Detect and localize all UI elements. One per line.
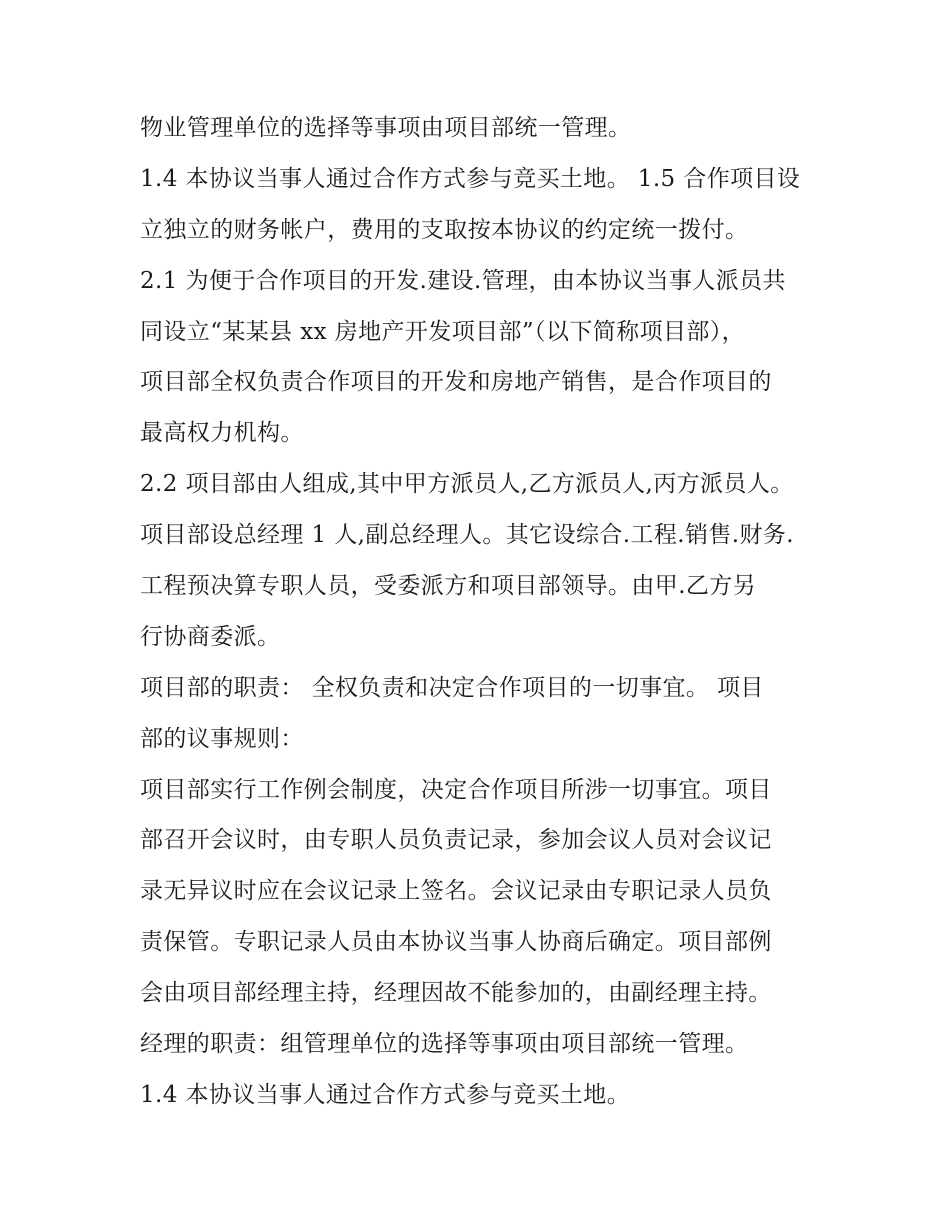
text-line: 项目部的职责： 全权负责和决定合作项目的一切事宜。 项目 [140,674,764,701]
text-line: 物业管理单位的选择等事项由项目部统一管理。 [140,115,632,141]
text-line: 责保管。专职记录人员由本协议当事人协商后确定。项目部例 [140,929,772,956]
text-line: 经理的职责：组管理单位的选择等事项由项目部统一管理。 [140,1031,749,1058]
text-line: 工程预决算专职人员，受委派方和项目部领导。由甲.乙方另 [140,573,757,600]
text-line: 2.1 为便于合作项目的开发.建设.管理，由本协议当事人派员共 [140,267,786,294]
text-line: 行协商委派。 [140,623,281,650]
text-line: 部召开会议时，由专职人员负责记录，参加会议人员对会议记 [140,827,772,854]
text-line: 会由项目部经理主持，经理因故不能参加的，由副经理主持。 [140,980,772,1007]
text-line: 1.4 本协议当事人通过合作方式参与竞买土地。 [140,1081,631,1108]
text-line: 最高权力机构。 [140,420,304,447]
document-body [140,106,820,1124]
text-line: 部的议事规则： [140,725,304,752]
text-line: 录无异议时应在会议记录上签名。会议记录由专职记录人员负 [140,878,772,905]
text-line: 2.2 项目部由人组成,其中甲方派员人,乙方派员人,丙方派员人。 [140,471,794,498]
text-line: 同设立“某某县 xx 房地产开发项目部”（以下简称项目部）， [140,318,746,345]
text-line: 项目部全权负责合作项目的开发和房地产销售，是合作项目的 [140,369,772,396]
text-line: 项目部设总经理 1 人,副总经理人。其它设综合.工程.销售.财务. [140,522,795,549]
text-line: 项目部实行工作例会制度，决定合作项目所涉一切事宜。项目 [140,776,772,803]
text-line: 立独立的财务帐户，费用的支取按本协议的约定统一拨付。 [140,216,749,243]
text-line: 1.4 本协议当事人通过合作方式参与竞买土地。 1.5 合作项目设 [140,165,801,192]
